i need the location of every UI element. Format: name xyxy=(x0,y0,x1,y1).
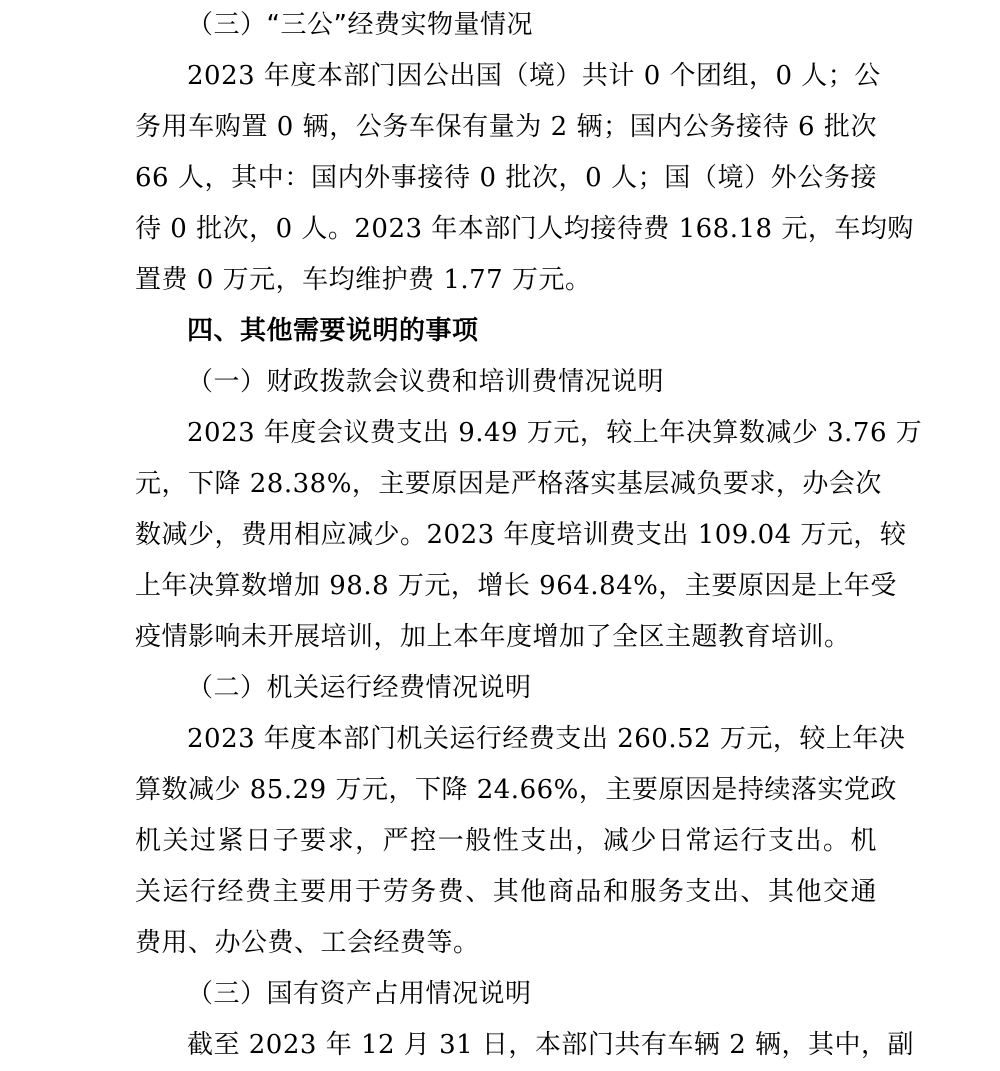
paragraph-line: 置费 0 万元，车均维护费 1.77 万元。 xyxy=(135,265,592,295)
section-heading-state-assets: （三）国有资产占用情况说明 xyxy=(187,979,532,1009)
section-heading-meeting-training: （一）财政拨款会议费和培训费情况说明 xyxy=(187,367,665,397)
paragraph-line: 关运行经费主要用于劳务费、其他商品和服务支出、其他交通 xyxy=(135,877,877,907)
paragraph-line: 费用、办公费、工会经费等。 xyxy=(135,928,480,958)
section-heading-other-matters: 四、其他需要说明的事项 xyxy=(187,316,479,346)
paragraph-line: 算数减少 85.29 万元，下降 24.66%，主要原因是持续落实党政 xyxy=(135,775,897,805)
paragraph-line: 2023 年度本部门机关运行经费支出 260.52 万元，较上年决 xyxy=(187,724,906,754)
paragraph-line: 2023 年度会议费支出 9.49 万元，较上年决算数减少 3.76 万 xyxy=(187,418,923,448)
paragraph-line: 务用车购置 0 辆，公务车保有量为 2 辆；国内公务接待 6 批次 xyxy=(135,112,877,142)
paragraph-line: 疫情影响未开展培训，加上本年度增加了全区主题教育培训。 xyxy=(135,622,851,652)
paragraph-line: 元，下降 28.38%，主要原因是严格落实基层减负要求，办会次 xyxy=(135,469,882,499)
paragraph-line: 机关过紧日子要求，严控一般性支出，减少日常运行支出。机 xyxy=(135,826,877,856)
section-heading-operating-funds: （二）机关运行经费情况说明 xyxy=(187,673,532,703)
paragraph-line: 2023 年度本部门因公出国（境）共计 0 个团组，0 人；公 xyxy=(187,61,881,91)
section-heading-sangong-quantity: （三）“三公”经费实物量情况 xyxy=(187,10,533,40)
paragraph-line: 上年决算数增加 98.8 万元，增长 964.84%，主要原因是上年受 xyxy=(135,571,897,601)
paragraph-line: 待 0 批次，0 人。2023 年本部门人均接待费 168.18 元，车均购 xyxy=(135,214,914,244)
paragraph-line: 截至 2023 年 12 月 31 日，本部门共有车辆 2 辆，其中，副 xyxy=(187,1030,914,1060)
document-page xyxy=(135,0,923,1071)
paragraph-line: 数减少，费用相应减少。2023 年度培训费支出 109.04 万元，较 xyxy=(135,520,907,550)
paragraph-line: 66 人，其中：国内外事接待 0 批次，0 人；国（境）外公务接 xyxy=(135,163,877,193)
